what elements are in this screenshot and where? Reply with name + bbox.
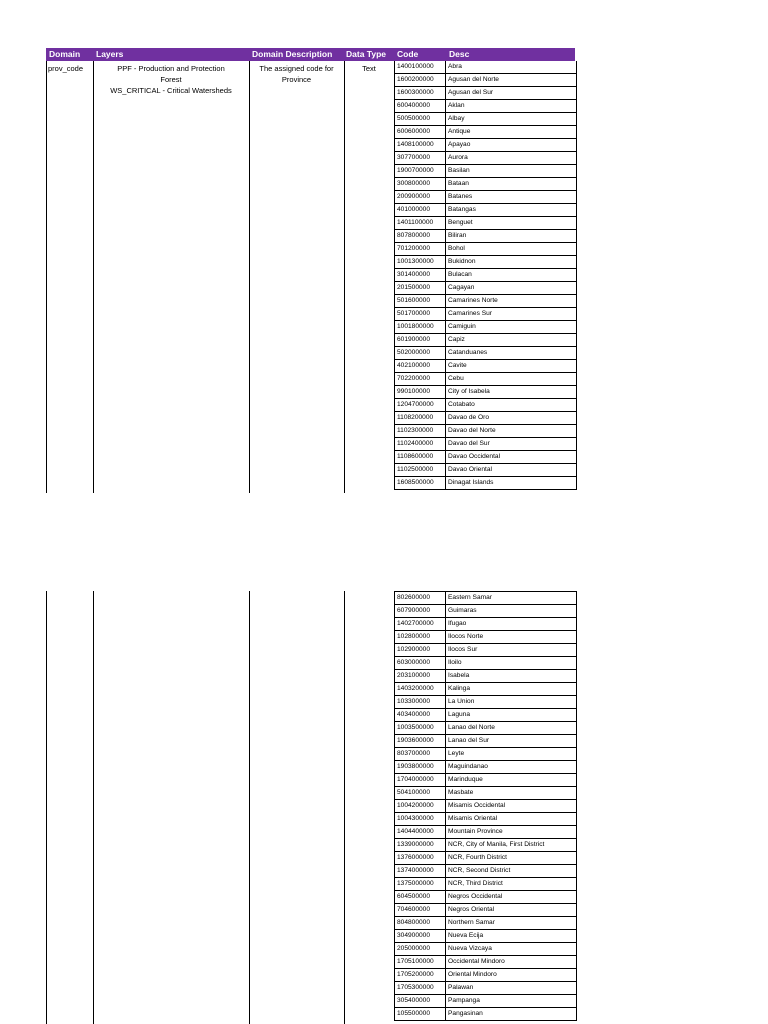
cell-divider <box>445 852 446 864</box>
cell-divider <box>445 282 446 294</box>
code-cell: 802600000 <box>397 594 431 601</box>
table-row <box>395 891 576 904</box>
desc-cell: Camarines Norte <box>448 297 498 304</box>
cell-divider <box>445 956 446 968</box>
table-row <box>395 477 576 490</box>
code-cell: 1375000000 <box>397 880 434 887</box>
cell-divider <box>445 969 446 981</box>
desc-cell: Occidental Mindoro <box>448 958 505 965</box>
table-row <box>395 87 576 100</box>
table-row <box>395 930 576 943</box>
code-cell: 1108200000 <box>397 414 434 421</box>
desc-cell: Laguna <box>448 711 471 718</box>
code-cell: 201500000 <box>397 284 431 291</box>
table-row <box>395 282 576 295</box>
table-row <box>395 787 576 800</box>
code-cell: 502000000 <box>397 349 431 356</box>
code-cell: 1374000000 <box>397 867 434 874</box>
code-cell: 807800000 <box>397 232 431 239</box>
table-row <box>395 644 576 657</box>
table-row <box>395 425 576 438</box>
cell-divider <box>445 100 446 112</box>
desc-cell: Abra <box>448 63 462 70</box>
table-row <box>395 204 576 217</box>
cell-divider <box>445 761 446 773</box>
cell-divider <box>445 386 446 398</box>
code-cell: 601900000 <box>397 336 431 343</box>
desc-cell: Agusan del Norte <box>448 76 499 83</box>
desc-cell: Davao de Oro <box>448 414 490 421</box>
desc-cell: Cavite <box>448 362 467 369</box>
header-domain-description: Domain Description <box>252 49 333 59</box>
layers-line-1: PPF - Production and Protection <box>117 64 225 73</box>
code-cell: 1403200000 <box>397 685 434 692</box>
table-row <box>395 269 576 282</box>
table-row <box>395 917 576 930</box>
cell-divider <box>445 722 446 734</box>
code-cell: 501700000 <box>397 310 431 317</box>
cell-divider <box>445 451 446 463</box>
table-row <box>395 761 576 774</box>
layers-line-3: WS_CRITICAL - Critical Watersheds <box>110 86 232 95</box>
cell-divider <box>445 425 446 437</box>
desc-cell: Iloilo <box>448 659 462 666</box>
code-cell: 1900700000 <box>397 167 434 174</box>
table-row <box>395 839 576 852</box>
desc-cell: Masbate <box>448 789 474 796</box>
code-table-section-2 <box>394 591 577 1021</box>
cell-divider <box>445 605 446 617</box>
table-row <box>395 618 576 631</box>
desc-cell: Marinduque <box>448 776 483 783</box>
description-line-2: Province <box>281 75 312 84</box>
cell-divider <box>445 1008 446 1020</box>
table-row <box>395 631 576 644</box>
code-cell: 504100000 <box>397 789 431 796</box>
table-row <box>395 139 576 152</box>
desc-cell: Benguet <box>448 219 473 226</box>
code-cell: 804800000 <box>397 919 431 926</box>
desc-cell: Maguindanao <box>448 763 488 770</box>
cell-divider <box>445 295 446 307</box>
desc-cell: Negros Occidental <box>448 893 503 900</box>
code-cell: 702200000 <box>397 375 431 382</box>
code-cell: 600400000 <box>397 102 431 109</box>
code-cell: 1705100000 <box>397 958 434 965</box>
cell-divider <box>445 904 446 916</box>
domain-value: prov_code <box>48 64 84 73</box>
code-cell: 607900000 <box>397 607 431 614</box>
table-row <box>395 152 576 165</box>
cell-divider <box>445 139 446 151</box>
table-row <box>395 605 576 618</box>
cell-divider <box>445 813 446 825</box>
desc-cell: Negros Oriental <box>448 906 495 913</box>
code-cell: 1004300000 <box>397 815 434 822</box>
code-cell: 305400000 <box>397 997 431 1004</box>
code-cell: 1400100000 <box>397 63 434 70</box>
cell-divider <box>445 982 446 994</box>
cell-divider <box>445 464 446 476</box>
table-row <box>395 943 576 956</box>
desc-cell: Cagayan <box>448 284 475 291</box>
desc-cell: Bataan <box>448 180 469 187</box>
table-row <box>395 243 576 256</box>
desc-cell: Palawan <box>448 984 474 991</box>
desc-cell: Bohol <box>448 245 465 252</box>
cell-divider <box>445 321 446 333</box>
cell-divider <box>445 399 446 411</box>
cell-divider <box>445 191 446 203</box>
cell-divider <box>445 126 446 138</box>
code-cell: 1903600000 <box>397 737 434 744</box>
desc-cell: Agusan del Sur <box>448 89 494 96</box>
desc-cell: Leyte <box>448 750 465 757</box>
code-cell: 1704000000 <box>397 776 434 783</box>
cell-divider <box>445 412 446 424</box>
code-cell: 604500000 <box>397 893 431 900</box>
desc-cell: Camiguin <box>448 323 476 330</box>
table-row <box>395 774 576 787</box>
cell-divider <box>445 800 446 812</box>
desc-cell: Ilocos Sur <box>448 646 478 653</box>
cell-divider <box>445 696 446 708</box>
cell-divider <box>445 683 446 695</box>
cell-divider <box>445 748 446 760</box>
desc-cell: Kalinga <box>448 685 470 692</box>
code-cell: 1102400000 <box>397 440 434 447</box>
desc-cell: City of Isabela <box>448 388 490 395</box>
desc-cell: Guimaras <box>448 607 477 614</box>
desc-cell: Dinagat Islands <box>448 479 494 486</box>
code-cell: 600600000 <box>397 128 431 135</box>
cell-divider <box>445 217 446 229</box>
cell-divider <box>445 113 446 125</box>
table-row <box>395 360 576 373</box>
code-cell: 500500000 <box>397 115 431 122</box>
cell-divider <box>445 243 446 255</box>
desc-cell: Misamis Occidental <box>448 802 506 809</box>
header-layers: Layers <box>96 49 124 59</box>
desc-cell: NCR, Fourth District <box>448 854 507 861</box>
cell-divider <box>445 709 446 721</box>
cell-divider <box>445 308 446 320</box>
desc-cell: La Union <box>448 698 475 705</box>
cell-divider <box>445 592 446 604</box>
code-cell: 203100000 <box>397 672 431 679</box>
code-cell: 307700000 <box>397 154 431 161</box>
table-row <box>395 878 576 891</box>
code-cell: 1376000000 <box>397 854 434 861</box>
table-row <box>395 865 576 878</box>
desc-cell: Eastern Samar <box>448 594 492 601</box>
table-row <box>395 321 576 334</box>
code-cell: 102800000 <box>397 633 431 640</box>
desc-cell: Aklan <box>448 102 465 109</box>
code-cell: 1402700000 <box>397 620 434 627</box>
table-row <box>395 165 576 178</box>
cell-divider <box>445 735 446 747</box>
table-row <box>395 852 576 865</box>
desc-cell: Catanduanes <box>448 349 488 356</box>
table-row <box>395 412 576 425</box>
desc-cell: Capiz <box>448 336 465 343</box>
cell-divider <box>445 165 446 177</box>
column-line <box>249 591 250 1024</box>
code-cell: 205000000 <box>397 945 431 952</box>
code-cell: 1705300000 <box>397 984 434 991</box>
desc-cell: Pampanga <box>448 997 480 1004</box>
cell-divider <box>445 477 446 489</box>
desc-cell: Albay <box>448 115 465 122</box>
column-line <box>344 48 345 493</box>
column-line <box>46 591 47 1024</box>
desc-cell: Antique <box>448 128 471 135</box>
table-row <box>395 464 576 477</box>
cell-divider <box>445 438 446 450</box>
table-row <box>395 295 576 308</box>
code-cell: 1408100000 <box>397 141 434 148</box>
cell-divider <box>445 878 446 890</box>
column-line <box>344 591 345 1024</box>
cell-divider <box>445 87 446 99</box>
code-cell: 1339000000 <box>397 841 434 848</box>
desc-cell: Davao del Norte <box>448 427 496 434</box>
cell-divider <box>445 670 446 682</box>
code-cell: 1903800000 <box>397 763 434 770</box>
cell-divider <box>445 360 446 372</box>
cell-divider <box>445 61 446 73</box>
desc-cell: Mountain Province <box>448 828 503 835</box>
cell-divider <box>445 204 446 216</box>
table-row <box>395 399 576 412</box>
desc-cell: NCR, Second District <box>448 867 511 874</box>
code-cell: 803700000 <box>397 750 431 757</box>
cell-divider <box>445 256 446 268</box>
cell-divider <box>445 657 446 669</box>
table-row <box>395 178 576 191</box>
code-cell: 1600300000 <box>397 89 434 96</box>
cell-divider <box>445 891 446 903</box>
desc-cell: Ifugao <box>448 620 467 627</box>
cell-divider <box>445 152 446 164</box>
desc-cell: Isabela <box>448 672 470 679</box>
cell-divider <box>445 644 446 656</box>
code-cell: 701200000 <box>397 245 431 252</box>
desc-cell: Apayao <box>448 141 471 148</box>
desc-cell: Nueva Ecija <box>448 932 484 939</box>
desc-cell: Northern Samar <box>448 919 495 926</box>
cell-divider <box>445 178 446 190</box>
table-row <box>395 308 576 321</box>
table-row <box>395 982 576 995</box>
desc-cell: Bulacan <box>448 271 472 278</box>
code-cell: 403400000 <box>397 711 431 718</box>
code-cell: 102900000 <box>397 646 431 653</box>
code-cell: 402100000 <box>397 362 431 369</box>
code-cell: 1004200000 <box>397 802 434 809</box>
table-row <box>395 592 576 605</box>
desc-cell: Lanao del Sur <box>448 737 490 744</box>
desc-cell: Davao Oriental <box>448 466 492 473</box>
desc-cell: Davao Occidental <box>448 453 501 460</box>
desc-cell: Misamis Oriental <box>448 815 498 822</box>
column-line <box>93 48 94 493</box>
table-row <box>395 956 576 969</box>
desc-cell: Batanes <box>448 193 473 200</box>
code-cell: 200900000 <box>397 193 431 200</box>
desc-cell: Oriental Mindoro <box>448 971 497 978</box>
cell-divider <box>445 930 446 942</box>
cell-divider <box>445 269 446 281</box>
table-row <box>395 256 576 269</box>
desc-cell: Batangas <box>448 206 476 213</box>
code-cell: 1001800000 <box>397 323 434 330</box>
code-cell: 301400000 <box>397 271 431 278</box>
cell-divider <box>445 839 446 851</box>
desc-cell: Nueva Vizcaya <box>448 945 492 952</box>
cell-divider <box>445 995 446 1007</box>
cell-divider <box>445 373 446 385</box>
description-line-1: The assigned code for <box>259 64 334 73</box>
code-cell: 603000000 <box>397 659 431 666</box>
column-line <box>46 48 47 493</box>
desc-cell: Cotabato <box>448 401 475 408</box>
cell-divider <box>445 787 446 799</box>
layers-line-2: Forest <box>160 75 182 84</box>
code-table-section-1 <box>394 61 577 490</box>
desc-cell: Ilocos Norte <box>448 633 484 640</box>
cell-divider <box>445 631 446 643</box>
table-row <box>395 826 576 839</box>
code-cell: 501600000 <box>397 297 431 304</box>
desc-cell: Basilan <box>448 167 470 174</box>
column-line <box>93 591 94 1024</box>
table-row <box>395 748 576 761</box>
table-row <box>395 438 576 451</box>
table-row <box>395 230 576 243</box>
table-row <box>395 373 576 386</box>
table-row <box>395 61 576 74</box>
code-cell: 704600000 <box>397 906 431 913</box>
cell-divider <box>445 74 446 86</box>
table-row <box>395 709 576 722</box>
code-cell: 1102300000 <box>397 427 434 434</box>
cell-divider <box>445 943 446 955</box>
table-row <box>395 126 576 139</box>
code-cell: 1204700000 <box>397 401 434 408</box>
code-cell: 1003500000 <box>397 724 434 731</box>
table-row <box>395 1008 576 1021</box>
desc-cell: Cebu <box>448 375 464 382</box>
table-row <box>395 696 576 709</box>
code-cell: 103300000 <box>397 698 431 705</box>
table-row <box>395 347 576 360</box>
header-domain: Domain <box>49 49 81 59</box>
table-row <box>395 735 576 748</box>
desc-cell: Davao del Sur <box>448 440 490 447</box>
table-row <box>395 657 576 670</box>
table-row <box>395 74 576 87</box>
code-cell: 304900000 <box>397 932 431 939</box>
header-desc: Desc <box>449 49 470 59</box>
cell-divider <box>445 917 446 929</box>
code-cell: 1108600000 <box>397 453 434 460</box>
table-row <box>395 386 576 399</box>
code-cell: 401000000 <box>397 206 431 213</box>
table-row <box>395 904 576 917</box>
table-row <box>395 113 576 126</box>
data-type-value: Text <box>362 64 376 73</box>
table-row <box>395 969 576 982</box>
table-row <box>395 722 576 735</box>
column-line <box>249 48 250 493</box>
desc-cell: Biliran <box>448 232 467 239</box>
cell-divider <box>445 826 446 838</box>
cell-divider <box>445 774 446 786</box>
cell-divider <box>445 347 446 359</box>
desc-cell: NCR, Third District <box>448 880 503 887</box>
code-cell: 1600200000 <box>397 76 434 83</box>
cell-divider <box>445 334 446 346</box>
table-row <box>395 995 576 1008</box>
table-row <box>395 334 576 347</box>
code-cell: 1001300000 <box>397 258 434 265</box>
table-row <box>395 217 576 230</box>
desc-cell: Pangasinan <box>448 1010 483 1017</box>
table-row <box>395 100 576 113</box>
header-data-type: Data Type <box>346 49 386 59</box>
code-cell: 1608500000 <box>397 479 434 486</box>
code-cell: 1401100000 <box>397 219 434 226</box>
desc-cell: Camarines Sur <box>448 310 492 317</box>
code-cell: 105500000 <box>397 1010 431 1017</box>
table-row <box>395 670 576 683</box>
table-row <box>395 800 576 813</box>
code-cell: 1102500000 <box>397 466 434 473</box>
table-row <box>395 451 576 464</box>
cell-divider <box>445 865 446 877</box>
desc-cell: Aurora <box>448 154 468 161</box>
desc-cell: NCR, City of Manila, First District <box>448 841 545 848</box>
desc-cell: Bukidnon <box>448 258 476 265</box>
table-row <box>395 191 576 204</box>
code-cell: 1705200000 <box>397 971 434 978</box>
cell-divider <box>445 230 446 242</box>
desc-cell: Lanao del Norte <box>448 724 495 731</box>
cell-divider <box>445 618 446 630</box>
code-cell: 990100000 <box>397 388 431 395</box>
header-code: Code <box>397 49 419 59</box>
table-header <box>46 48 575 61</box>
code-cell: 300800000 <box>397 180 431 187</box>
code-cell: 1404400000 <box>397 828 434 835</box>
table-row <box>395 683 576 696</box>
table-row <box>395 813 576 826</box>
